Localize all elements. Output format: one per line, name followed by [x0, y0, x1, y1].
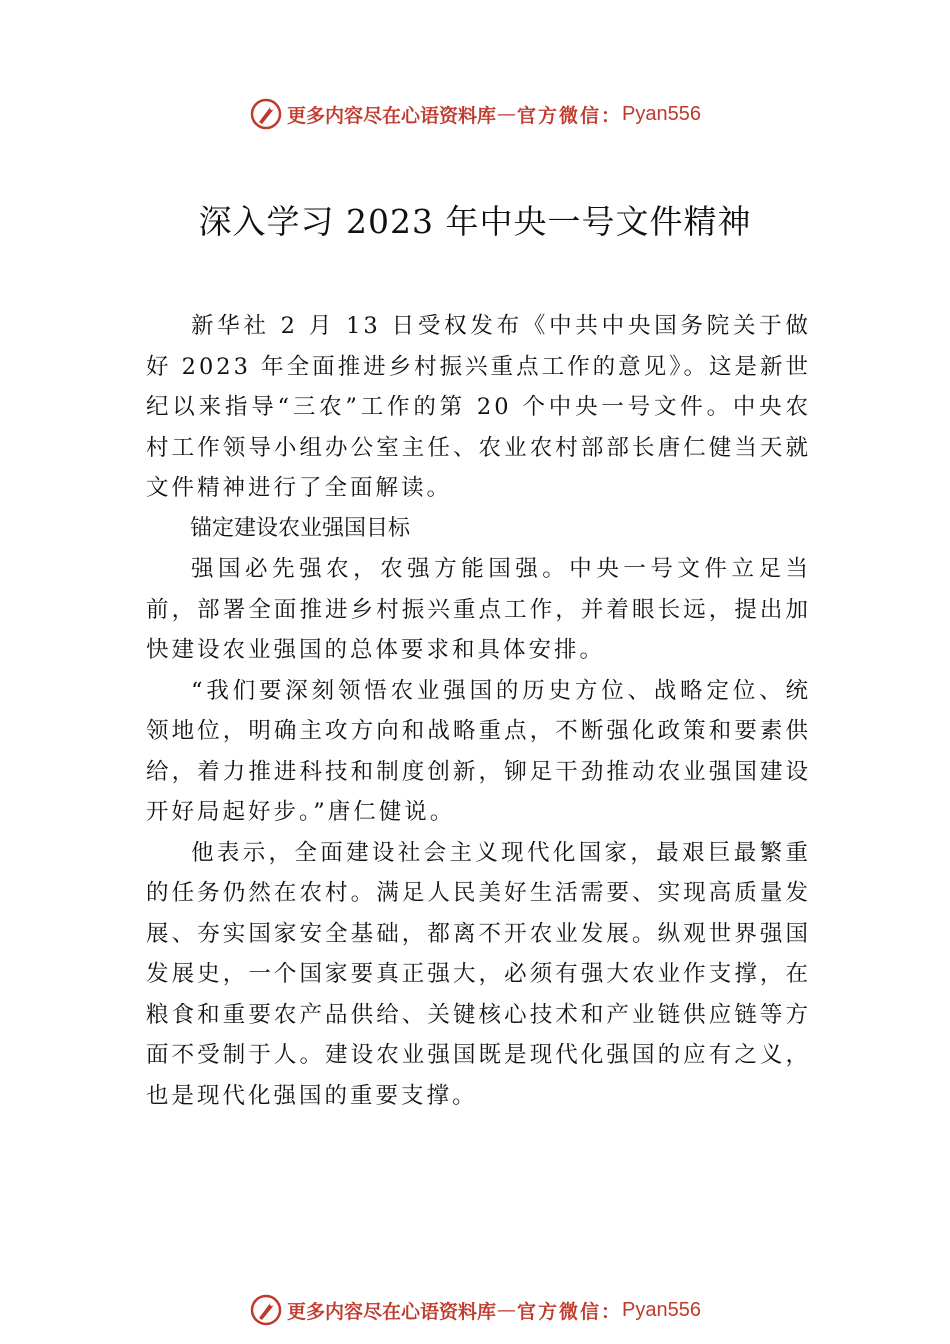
watermark-text: 更多内容尽在心语资料库: [287, 104, 497, 127]
section-paragraph-2: “我们要深刻领悟农业强国的历史方位、战略定位、统领地位，明确主攻方向和战略重点，不断强化政策和要素供给，着力推进科技和制度创新，铆足干劲推动农业强国建设开好局起好步。”唐仁健说。: [146, 677, 811, 825]
watermark-dash: —: [497, 103, 517, 125]
section-paragraph-3: 他表示，全面建设社会主义现代化国家，最艰巨最繁重的任务仍然在农村。满足人民美好生活需要、实现高质量发展、夯实国家安全基础，都离不开农业发展。纵观世界强国发展史，一个国家要真正强大，必须有强大农业作支撑，在粮食和重要农产品供给、关键核心技术和产业链供应链等方面不受制于人。建设农业强国既是现代化强国的应有之义， 也是现代化强国的重要支撑。: [146, 839, 811, 1109]
watermark-wechat-id: Pyan556: [622, 1298, 701, 1321]
section-heading: 锚定建设农业强国目标: [190, 515, 411, 541]
intro-paragraph: 新华社 2 月 13 日受权发布《中共中央国务院关于做好 2023 年全面推进乡村振兴重点工作的意见》。这是新世纪以来指导“三农”工作的第 20 个中央一号文件。中央农村工作领导小组办公室主任、农业农村部部长唐仁健当天就文件精神进行了全面解读。: [146, 313, 811, 501]
watermark-wechat-label: 官方微信：: [517, 104, 623, 127]
document-body: [146, 306, 811, 1116]
pen-nib-logo-icon: [249, 1293, 283, 1327]
section-paragraph-1: 强国必先强农，农强方能国强。中央一号文件立足当前，部署全面推进乡村振兴重点工作，并着眼长远，提出加快建设农业强国的总体要求和具体安排。: [146, 556, 811, 663]
header-watermark: [0, 94, 950, 134]
watermark-dash: —: [497, 1299, 517, 1321]
watermark-wechat-id: Pyan556: [622, 102, 701, 125]
pen-nib-logo-icon: [249, 97, 283, 131]
document-title: 深入学习 2023 年中央一号文件精神: [198, 202, 752, 241]
watermark-wechat-label: 官方微信：: [517, 1300, 623, 1323]
footer-watermark: [0, 1290, 950, 1330]
watermark-text: 更多内容尽在心语资料库: [287, 1300, 497, 1323]
